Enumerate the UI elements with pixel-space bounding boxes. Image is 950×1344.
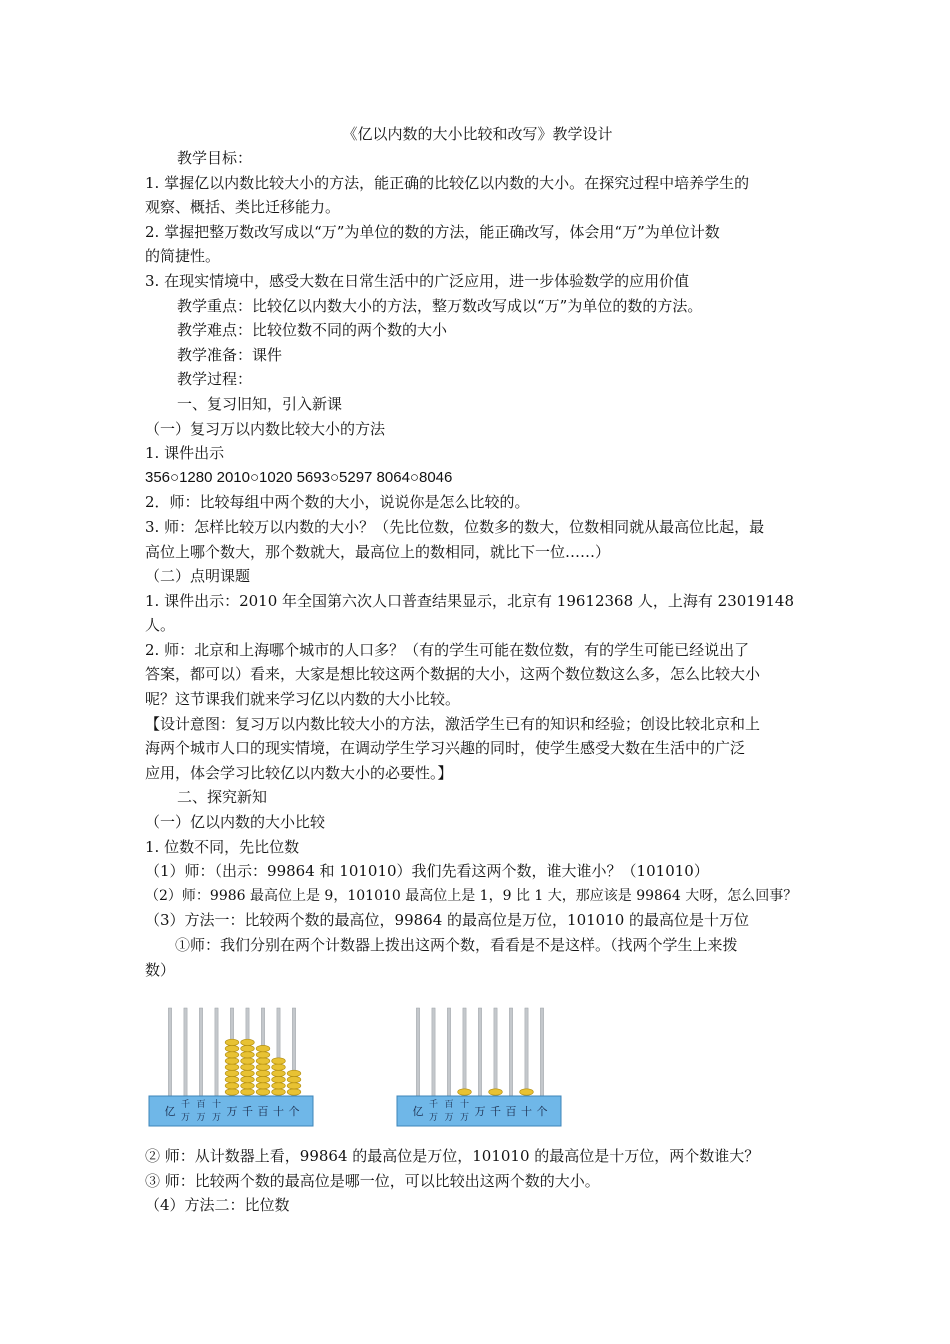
abacus-place-label: 万 [428, 1113, 439, 1123]
abacus-bead [458, 1089, 472, 1095]
abacus-rod [416, 1008, 419, 1096]
paragraph: ①师：我们分别在两个计数器上拨出这两个数，看看是不是这样。（找两个学生上来拨 [175, 936, 738, 954]
abacus-rod [494, 1008, 497, 1096]
abacus-bead [241, 1089, 255, 1095]
abacus-rod [168, 1008, 171, 1096]
subsection-heading: （二）点明课题 [145, 567, 251, 586]
paragraph: （4）方法二：比位数 [145, 1196, 290, 1215]
abacus-rod [509, 1008, 512, 1096]
paragraph: ③ 师：比较两个数的最高位是哪一位，可以比较出这两个数的大小。 [145, 1171, 600, 1190]
abacus-rod [199, 1008, 202, 1096]
abacus-bead [256, 1052, 270, 1058]
paragraph: 教学目标： [177, 149, 253, 167]
abacus-bead [225, 1076, 239, 1082]
abacus-place-label: 亿 [412, 1105, 424, 1118]
abacus-bead [287, 1070, 301, 1076]
paragraph: 2. 师：北京和上海哪个城市的人口多？（有的学生可能在数位数，有的学生可能已经说出了 [145, 640, 750, 659]
abacus-bead [225, 1045, 239, 1051]
abacus-bead [241, 1076, 255, 1082]
paragraph: 2. 掌握把整万数改写成以“万”为单位的数的方法，能正确改写，体会用“万”为单位计数 [145, 222, 720, 241]
abacus-bead [287, 1076, 301, 1082]
abacus-bead [287, 1089, 301, 1095]
abacus-bead [272, 1089, 286, 1095]
abacus-bead [272, 1076, 286, 1082]
design-intent: 海两个城市人口的现实情境，在调动学生学习兴趣的同时，使学生感受大数在生活中的广泛 [145, 739, 746, 758]
abacus-bead [225, 1064, 239, 1070]
paragraph: （3）方法一：比较两个数的最高位，99864 的最高位是万位，101010 的最高位是十万位 [145, 911, 750, 930]
abacus-bead [256, 1070, 270, 1076]
abacus-bead [225, 1039, 239, 1045]
paragraph: 教学重点：比较亿以内数大小的方法，整万数改写成以“万”为单位的数的方法。 [177, 296, 703, 315]
document-title: 《亿以内数的大小比较和改写》教学设计 [342, 125, 613, 143]
subsection-heading: （一）亿以内数的大小比较 [145, 813, 326, 832]
document-body-continued [145, 1144, 810, 1218]
abacus-place-label: 十 [459, 1100, 470, 1110]
design-intent: 【设计意图：复习万以内数比较大小的方法，激活学生已有的知识和经验；创设比较北京和上 [145, 714, 761, 733]
paragraph: 的简捷性。 [145, 247, 221, 266]
abacus-bead [225, 1089, 239, 1095]
document-body [145, 122, 810, 982]
abacus-place-label: 千 [242, 1105, 253, 1118]
abacus-place-label: 百 [196, 1100, 206, 1110]
abacus-bead [256, 1058, 270, 1064]
abacus-place-label: 千 [180, 1100, 191, 1110]
abacus-bead [256, 1083, 270, 1089]
abacus-place-label: 万 [196, 1113, 206, 1123]
paragraph: （2）师：9986 最高位上是 9，101010 最高位上是 1，9 比 1 大，那应该是 99864 大呀，怎么回事？ [145, 887, 798, 904]
abacus-right [393, 1000, 565, 1139]
paragraph: 教学过程： [177, 370, 253, 389]
abacus-place-label: 个 [288, 1105, 300, 1118]
abacus-rod [184, 1008, 187, 1096]
abacus-bead [241, 1070, 255, 1076]
abacus-bead [241, 1083, 255, 1089]
abacus-bead [272, 1064, 286, 1070]
abacus-left [145, 1000, 317, 1139]
abacus-place-label: 万 [226, 1105, 238, 1118]
abacus-rod [215, 1008, 218, 1096]
paragraph: 数） [145, 960, 176, 979]
abacus-bead [241, 1052, 255, 1058]
abacus-bead [520, 1089, 534, 1095]
abacus-place-label: 十 [521, 1105, 532, 1118]
paragraph: 高位上哪个数大，那个数就大，最高位上的数相同，就比下一位……） [145, 542, 611, 561]
paragraph: 1. 课件出示 [145, 444, 225, 463]
paragraph: 2．师：比较每组中两个数的大小，说说你是怎么比较的。 [145, 493, 530, 512]
section-heading: 一、复习旧知，引入新课 [177, 394, 343, 413]
paragraph: 1. 位数不同，先比位数 [145, 837, 300, 856]
abacus-bead [272, 1083, 286, 1089]
paragraph: 呢？这节课我们就来学习亿以内数的大小比较。 [145, 690, 461, 709]
abacus-bead [225, 1058, 239, 1064]
abacus-bead [256, 1045, 270, 1051]
section-heading: 二、探究新知 [177, 788, 268, 807]
abacus-rod [478, 1008, 481, 1096]
paragraph: 3. 师：怎样比较万以内数的大小？（先比位数，位数多的数大，位数相同就从最高位比起，最 [145, 517, 765, 536]
abacus-bead [241, 1039, 255, 1045]
abacus-bead [225, 1052, 239, 1058]
abacus-place-label: 万 [459, 1113, 470, 1123]
abacus-place-label: 百 [257, 1105, 269, 1118]
abacus-place-label: 百 [444, 1100, 454, 1110]
design-intent: 应用，体会学习比较亿以内数大小的必要性。】 [145, 763, 453, 782]
paragraph: 观察、概括、类比迁移能力。 [145, 198, 341, 217]
paragraph: 3. 在现实情境中，感受大数在日常生活中的广泛应用，进一步体验数学的应用价值 [145, 271, 690, 290]
abacus-rod [432, 1008, 435, 1096]
abacus-place-label: 十 [211, 1100, 222, 1110]
abacus-rod [447, 1008, 450, 1096]
abacus-place-label: 万 [474, 1105, 486, 1118]
paragraph: （1）师：（出示：99864 和 101010）我们先看这两个数，谁大谁小？（101010） [145, 862, 709, 881]
abacus-bead [225, 1070, 239, 1076]
paragraph: 教学准备：课件 [177, 345, 283, 364]
abacus-rod [463, 1008, 466, 1096]
abacus-place-label: 百 [505, 1105, 517, 1118]
paragraph: ② 师：从计数器上看，99864 的最高位是万位，101010 的最高位是十万位，两个数谁大？ [145, 1147, 760, 1165]
abacus-bead [256, 1089, 270, 1095]
abacus-bead [489, 1089, 503, 1095]
abacus-bead [272, 1058, 286, 1064]
abacus-bead [272, 1070, 286, 1076]
abacus-bead [256, 1076, 270, 1082]
abacus-place-label: 万 [211, 1113, 222, 1123]
abacus-place-label: 千 [428, 1100, 439, 1110]
paragraph: 教学难点：比较位数不同的两个数的大小 [177, 321, 448, 340]
abacus-bead [241, 1045, 255, 1051]
abacus-bead [225, 1083, 239, 1089]
abacus-bead [256, 1064, 270, 1070]
abacus-bead [241, 1058, 255, 1064]
comparison-exercises: 356○1280 2010○1020 5693○5297 8064○8046 [145, 468, 453, 486]
paragraph: 答案，都可以）看来，大家是想比较这两个数据的大小，这两个数位数这么多，怎么比较大小 [145, 665, 761, 684]
subsection-heading: （一）复习万以内数比较大小的方法 [145, 419, 386, 438]
abacus-rod [540, 1008, 543, 1096]
paragraph: 人。 [145, 616, 176, 635]
abacus-place-label: 万 [180, 1113, 191, 1123]
abacus-bead [241, 1064, 255, 1070]
abacus-place-label: 个 [536, 1105, 548, 1118]
abacus-rod [525, 1008, 528, 1096]
abacus-place-label: 亿 [164, 1105, 176, 1118]
abacus-place-label: 万 [444, 1113, 454, 1123]
abacus-place-label: 千 [490, 1105, 501, 1118]
abacus-place-label: 十 [273, 1105, 284, 1118]
abacus-bead [287, 1083, 301, 1089]
paragraph: 1. 课件出示：2010 年全国第六次人口普查结果显示，北京有 19612368 人，上海有 23019148 [145, 591, 795, 610]
paragraph: 1. 掌握亿以内数比较大小的方法，能正确的比较亿以内数的大小。在探究过程中培养学生的 [145, 173, 750, 192]
